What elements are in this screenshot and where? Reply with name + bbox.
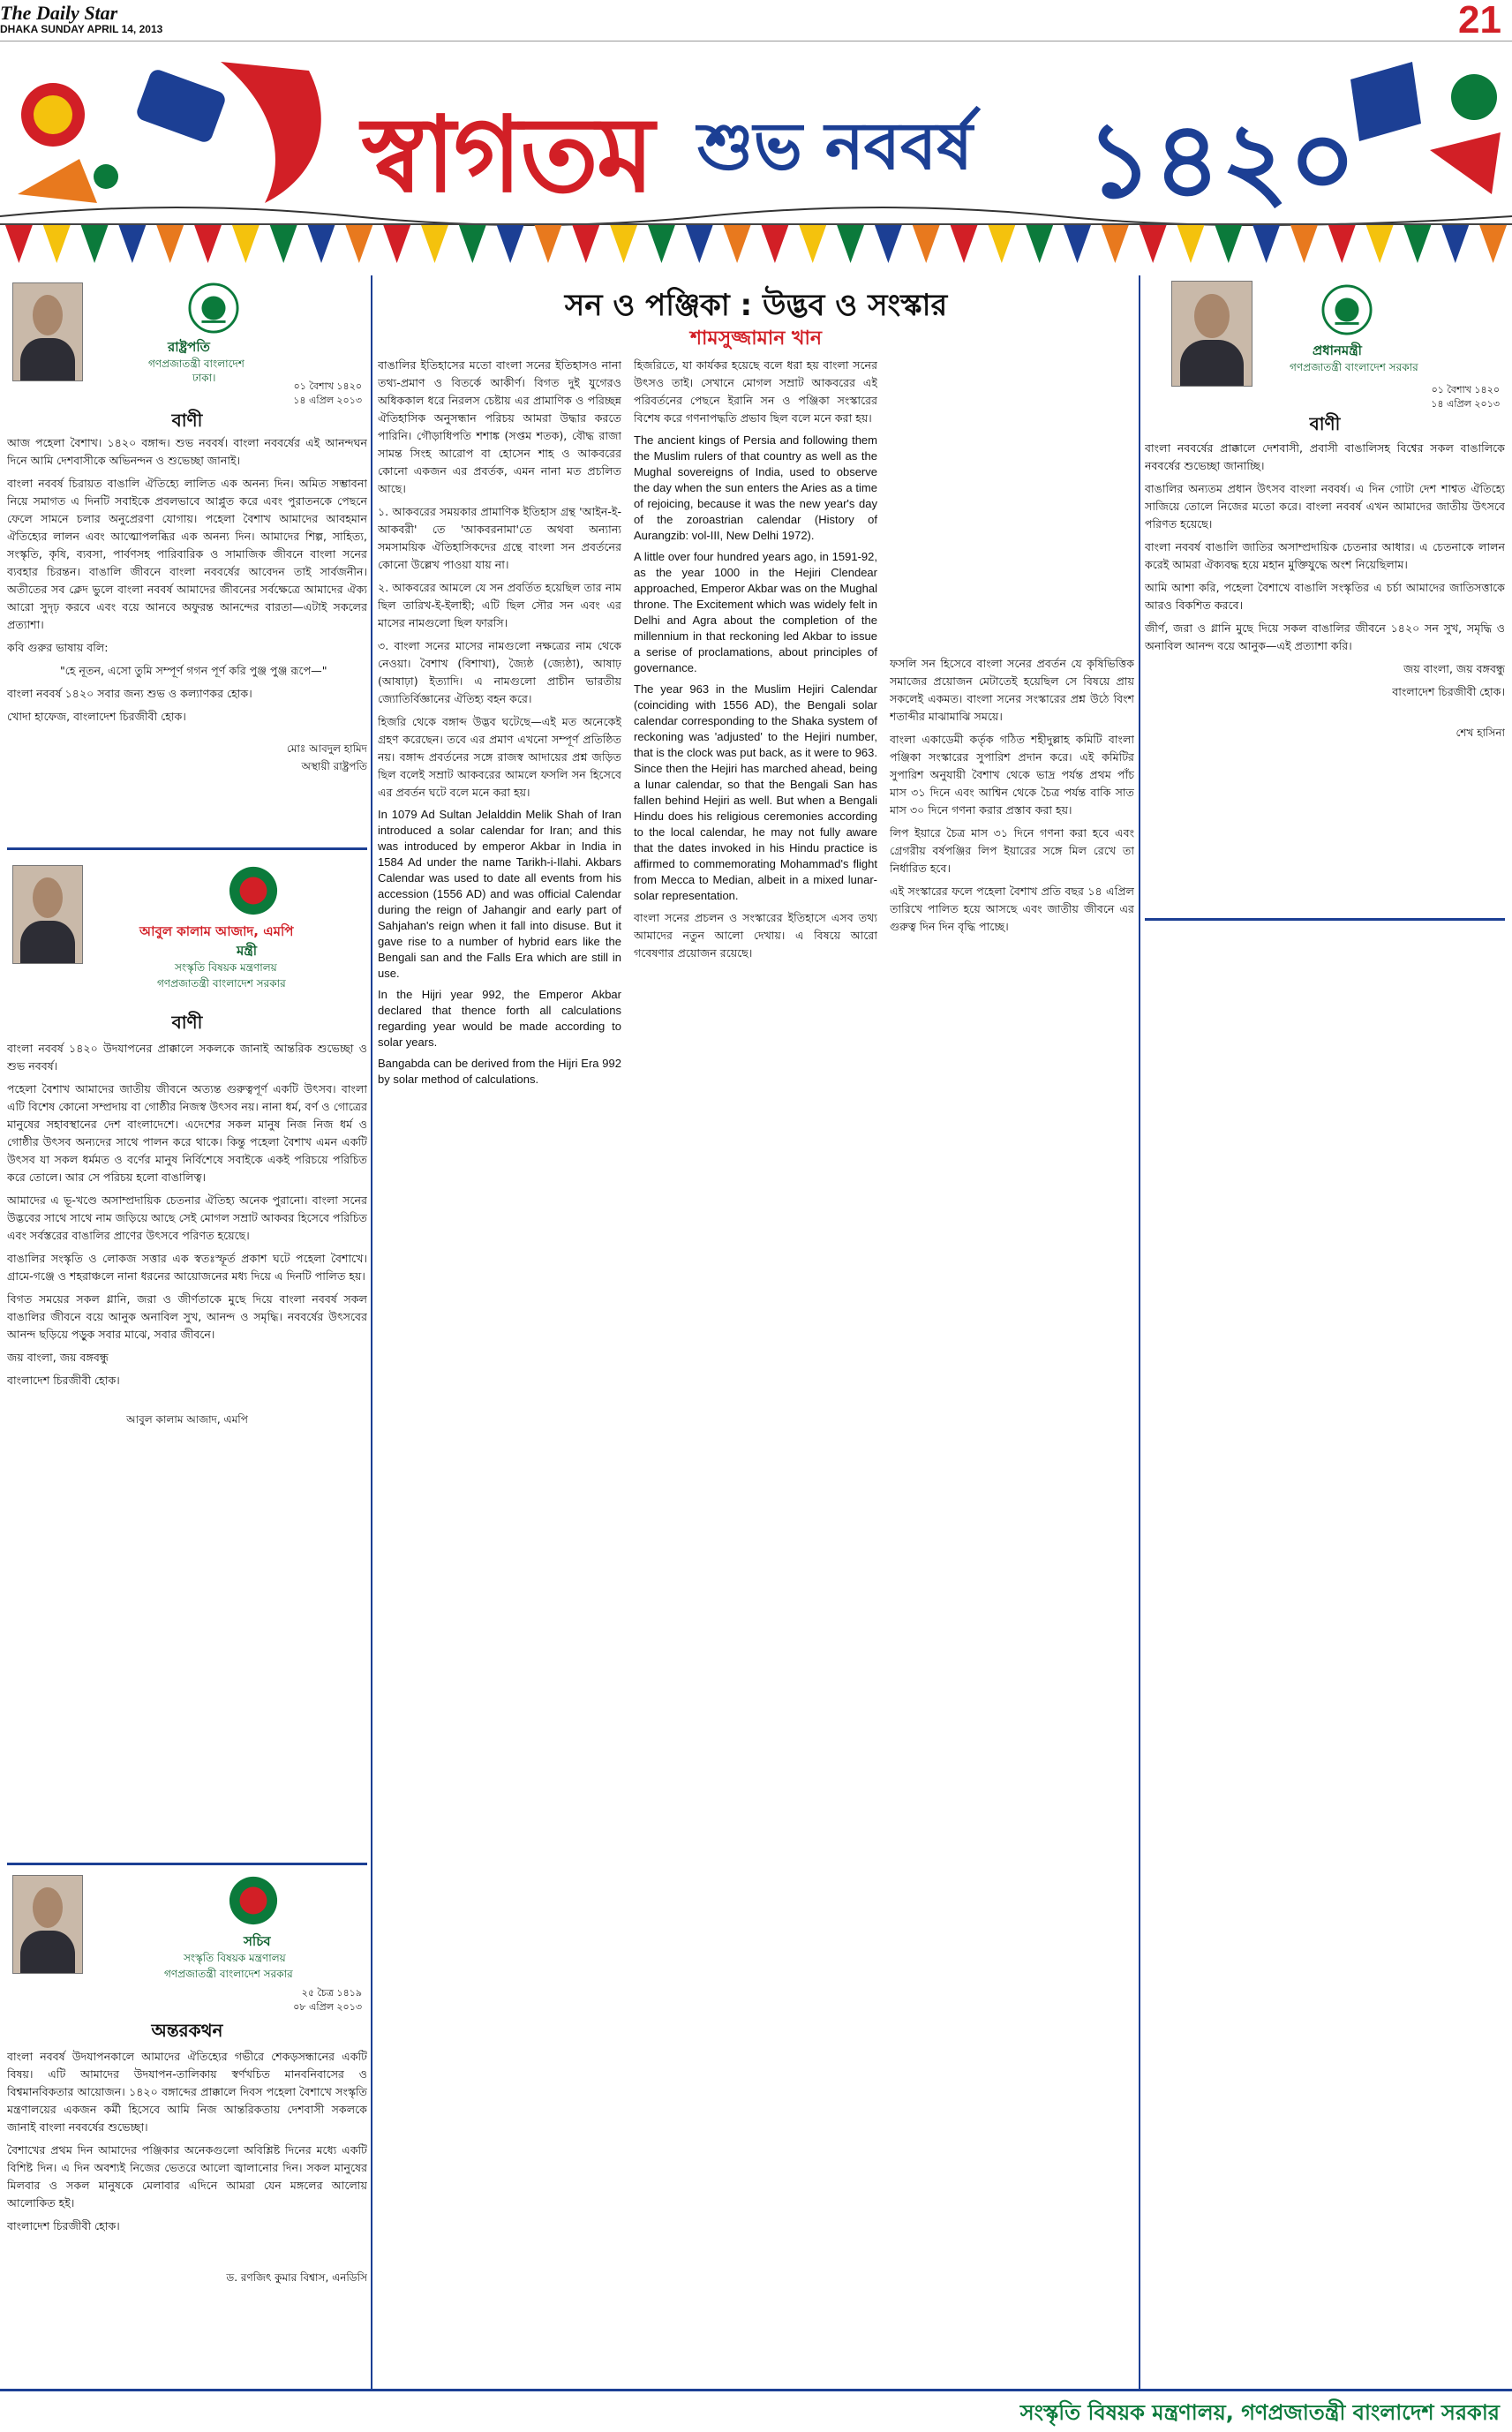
- article: [378, 275, 1134, 2389]
- prime-minister-para: আমি আশা করি, পহেলা বৈশাখে বাঙালি সংস্কৃতির এ চর্চা আমাদের জাতিসত্তাকে আরও বিকশিত করবে।: [1145, 581, 1505, 612]
- secretary-message: [7, 2048, 367, 2288]
- minister-para: আমাদের এ ভূ-খণ্ডে অসাম্প্রদায়িক চেতনার ঐতিহ্য অনেক পুরানো। বাংলা সনের উদ্ভবের সাথে সাথে নাম জড়িয়ে আছে সেই মোগল সম্রাট আকবর হিসেবে পরিচিত এবং সর্বস্তরের বাঙালির প্রাণের উৎসবে পরিণত হয়েছে।: [7, 1193, 367, 1242]
- president-para: বাংলা নববর্ষ চিরায়ত বাঙালি ঐতিহ্যে লালিত এক অনন্য দিন। অমিত সম্ভাবনা নিয়ে সমাগত এ দিনটি সবাইকে প্রবলভাবে আপ্লুত করে এবং পুরাতনকে পেছনে ফেলে সামনে চলার অনুপ্রেরণা যোগায়। পহেলা বৈশাখ আমাদের আবহমান ঐতিহ্যের লালন এবং আত্মোপলব্ধির এক অনন্য দিন। আমাদের শিল্প, সাহিত্য, সংস্কৃতি, কৃষি, ব্যবসা, পার্বণসহ পারিবারিক ও সামাজিক জীবনে বাংলা সনের ব্যবহার চিরন্তন। বাঙালি জীবনে বাংলা নববর্ষের আবেদন তাই সার্বজনীন। অতীতের সব ক্লেদ ভুলে বাংলা নববর্ষ আমাদের জীবনের সর্বক্ষেত্রে আমাদের ঐক্য আরো সুদৃঢ় করবে এবং বয়ে আনবে অফুরন্ত আনন্দের বারতা—এটাই সকলের প্রত্যাশা।: [7, 477, 367, 631]
- president-org: গণপ্রজাতন্ত্রী বাংলাদেশ: [148, 358, 244, 370]
- prime-minister-para: জয় বাংলা, জয় বঙ্গবন্ধু: [1403, 662, 1505, 675]
- bunting-flag-icon: [1177, 225, 1205, 263]
- secretary-date-en: ০৮ এপ্রিল ২০১৩: [293, 2001, 362, 2013]
- bunting-flag-icon: [232, 225, 260, 263]
- right-column: [1145, 275, 1505, 2389]
- article-column-3: [890, 655, 1134, 2389]
- secretary-ministry: সংস্কৃতি বিষয়ক মন্ত্রণালয়: [184, 1952, 286, 1964]
- bunting-flags-icon: [0, 221, 1512, 269]
- article-title: সন ও পঞ্জিকা : উদ্ভব ও সংস্কার: [564, 288, 948, 323]
- bunting-flag-icon: [724, 225, 751, 263]
- secretary-signature: ড. রণজিৎ কুমার বিশ্বাস, এনডিসি: [226, 2271, 367, 2284]
- bunting-flag-icon: [1366, 225, 1394, 263]
- secretary-title: সচিব: [244, 1933, 271, 1949]
- article-column-1: [378, 357, 621, 2389]
- left-column: [7, 275, 367, 2389]
- bunting-flag-icon: [1290, 225, 1318, 263]
- bunting-flag-icon: [270, 225, 297, 263]
- president-para: বাংলা নববর্ষ ১৪২০ সবার জন্য শুভ ও কল্যাণকর হোক।: [7, 687, 252, 700]
- bunting-flag-icon: [610, 225, 637, 263]
- president-portrait: [12, 282, 83, 381]
- article-para: বাংলা সনের প্রচলন ও সংস্কারের ইতিহাসে এসব তথ্য আমাদের নতুন আলো দেখায়। এ বিষয়ে আরো গবেষণার প্রয়োজন রয়েছে।: [634, 911, 877, 960]
- bunting-flag-icon: [1328, 225, 1356, 263]
- article-author: শামসুজ্জামান খান: [690, 328, 822, 350]
- bunting-flag-icon: [383, 225, 410, 263]
- bunting-flag-icon: [497, 225, 524, 263]
- bunting-flag-icon: [156, 225, 184, 263]
- bunting-flag-icon: [875, 225, 902, 263]
- minister-para: পহেলা বৈশাখ আমাদের জাতীয় জীবনে অত্যন্ত গুরুত্বপূর্ণ একটি উৎসব। বাংলা এটি বিশেষ কোনো সম্প্রদায় বা গোষ্ঠীর নিজস্ব উৎসব নয়। নানা ধর্ম, বর্ণ ও গোত্রের মানুষের সহাবস্থানের দেশ বাংলাদেশে। এদেশের সকল মানুষ নিজ নিজ ধর্ম ও গোষ্ঠীর উৎসব অন্যদের সাথে পালন করে থাকে। কিন্তু পহেলা বৈশাখ এমন একটি উৎসব যা সকল ধর্মমত ও বর্ণের মানুষ নির্বিশেষে সবাইকে একই পরিচয়ে পরিচিত করে তোলে। আর সে পরিচয় হলো বাঙালিত্ব।: [7, 1082, 367, 1184]
- prime-minister-para: বাংলা নববর্ষের প্রাক্কালে দেশবাসী, প্রবাসী বাঙালিসহ বিশ্বের সকল বাঙালিকে নববর্ষের শুভেচ্ছা জানাচ্ছি।: [1145, 441, 1505, 472]
- bunting-flag-icon: [686, 225, 713, 263]
- minister-name: আবুল কালাম আজাদ, এমপি: [139, 923, 294, 939]
- article-para: বাঙালির ইতিহাসের মতো বাংলা সনের ইতিহাসও নানা তথ্য-প্রমাণ ও বিতর্কে আকীর্ণ। বিগত দুই যুগেরও অধিককাল ধরে নিরলস চেষ্টায় এর প্রামাণিক ও পরিচ্ছন্ন ঐতিহাসিক অনুসন্ধান পরিচয় আমরা উদ্ধার করতে পারিনি। গৌড়াধিপতি শশাঙ্ক (সপ্তম শতক), বৌদ্ধ রাজা সামন্ত সিংহ আরোপ বা হোসেন শাহ ও আকবরের কোনো একজন এর প্রবর্তক, এমন নানা মত প্রচলিত আছে।: [378, 358, 621, 495]
- new-year-banner: [0, 44, 1512, 275]
- secretary-org: গণপ্রজাতন্ত্রী বাংলাদেশ সরকার: [164, 1968, 293, 1980]
- minister-portrait: [12, 865, 83, 964]
- bunting-flag-icon: [1064, 225, 1091, 263]
- president-para: খোদা হাফেজ, বাংলাদেশ চিরজীবী হোক।: [7, 710, 186, 723]
- masthead-title: The Daily Star: [0, 2, 118, 24]
- president-message: [7, 434, 367, 777]
- bunting-flag-icon: [799, 225, 826, 263]
- prime-minister-date-bn: ০১ বৈশাখ ১৪২০: [1431, 384, 1500, 395]
- minister-para: জয় বাংলা, জয় বঙ্গবন্ধু: [7, 1351, 109, 1364]
- minister-para: বিগত সময়ের সকল গ্লানি, জরা ও জীর্ণতাকে মুছে দিয়ে বাংলা নববর্ষ সকল বাঙালির জীবনে বয়ে আনুক অনাবিল সুখ, আনন্দ ও সমৃদ্ধি। নববর্ষের উৎসবের আনন্দ ছড়িয়ে পড়ুক সবার মাঝে, সবার জীবনে।: [7, 1292, 367, 1341]
- bunting-flag-icon: [988, 225, 1015, 263]
- president-date-bn: ০১ বৈশাখ ১৪২০: [293, 380, 362, 392]
- secretary-date-bn: ২৫ চৈত্র ১৪১৯: [301, 1987, 362, 1999]
- secretary-para: বাংলাদেশ চিরজীবী হোক।: [7, 2219, 120, 2232]
- minister-para: বাঙালির সংস্কৃতি ও লোকজ সত্তার এক স্বতঃস্ফূর্ত প্রকাশ ঘটে পহেলা বৈশাখে। গ্রামে-গঞ্জে ও শহরাঞ্চলে নানা ধরনের আয়োজনের মধ্য দিয়ে এ দিনটি পালিত হয়।: [7, 1252, 367, 1283]
- secretary-portrait: [12, 1875, 83, 1974]
- article-para: ১. আকবরের সময়কার প্রামাণিক ইতিহাস গ্রন্থ 'আইন-ই-আকবরী' তে 'আকবরনামা'তে অথবা অন্যান্য সমসাময়িক ঐতিহাসিকদের গ্রন্থে বাংলা সন প্রবর্তনের কোনো উল্লেখ পাওয়া যায় না।: [378, 505, 621, 571]
- prime-minister-message: [1145, 440, 1505, 743]
- bunting-flag-icon: [1441, 225, 1469, 263]
- article-para: এই সংস্কারের ফলে পহেলা বৈশাখ প্রতি বছর ১৪ এপ্রিল তারিখে পালিত হয়ে আসছে এবং জাতীয় জীবনে এর গুরুত্ব দিন দিন বৃদ্ধি পাচ্ছে।: [890, 885, 1134, 933]
- secretary-para: বৈশাখের প্রথম দিন আমাদের পঞ্জিকার অনেকগুলো অবিশ্লিষ্ট দিনের মধ্যে একটি বিশিষ্ট দিন। এ দিন অবশ্যই নিজের ভেতরে আলো জ্বালানোর দিন। সকল মানুষের মিলবার ও সকল মানুষকে মেলাবার এদিনে আমরা যেন মঙ্গলের আলোয় আলোকিত হই।: [7, 2143, 367, 2210]
- minister-message: [7, 1040, 367, 1430]
- prime-minister-para: বাঙালির অন্যতম প্রধান উৎসব বাংলা নববর্ষ। এ দিন গোটা দেশ শাশ্বত ঐতিহ্যে সাজিয়ে তোলে নিজের মতো করে। বাংলা নববর্ষ এখন আমাদের জাতীয় উৎসবে পরিণত হয়েছে।: [1145, 482, 1505, 531]
- govt-emblem-icon: [228, 1875, 279, 1926]
- column-rule: [371, 275, 372, 2389]
- minister-org: গণপ্রজাতন্ত্রী বাংলাদেশ সরকার: [157, 977, 286, 990]
- article-para: In 1079 Ad Sultan Jelalddin Melik Shah of Iran introduced a solar calendar for Iran; and this was introduced by emperor Akbar in India in 1584 Ad under the name Tarikh-i-Ilahi. Akbars Calendar was used to date all events from his accession (1556 AD) and was official Calendar during the reign of Jahangir and early part of Sahjahan's reign when it fall into disuse. But it gave rise to a number of hybrid ears like the Bengali san and the Falls Era which are still in use.: [378, 808, 621, 980]
- section-divider: [1145, 918, 1505, 921]
- bunting-flag-icon: [648, 225, 675, 263]
- banner-title: স্বাগতম: [362, 93, 653, 215]
- secretary-para: বাংলা নববর্ষ উদযাপনকালে আমাদের ঐতিহ্যের গভীরে শেকড়সন্ধানের একটি বিষয়। এটি আমাদের উদযাপন-তালিকায় স্বর্ণখচিত মানবনিবাসের ও বিশ্বমানবিকতার আয়োজন। ১৪২০ বঙ্গাব্দের প্রাক্কালে দিবস পহেলা বৈশাখে সংস্কৃতি মন্ত্রণালয়ের একজন কর্মী হিসেবে আমি নিজ আন্তরিকতায় দেশবাসী সকলকে জানাই বাংলা নববর্ষের শুভেচ্ছা।: [7, 2050, 367, 2134]
- president-heading: বাণী: [171, 410, 203, 431]
- bunting-flag-icon: [43, 225, 71, 263]
- article-para: The year 963 in the Muslim Hejiri Calendar (coinciding with 1556 AD), the Bengali solar calendar corresponding to the Shaka system of reckoning was 'adjusted' to the Hejiri number, that is the clock was put back, as it were to 963. Since then the Hejiri has marched ahead, being a lunar calendar, so that the Bengali San has fallen behind Hejiri as well. But when a Bengali Hindu does his religious ceremonies according to the local calendar, he may not fully aware that the dates invoked in his Hindu practice is affirmed to commemorating Mohammad's flight from Mecca to Median, albeit in a mixed lunar-solar representation.: [634, 682, 877, 902]
- prime-minister-para: বাংলা নববর্ষ বাঙালি জাতির অসাম্প্রদায়িক চেতনার আধার। এ চেতনাকে লালন করেই আমরা ঐক্যবদ্ধ হয়ে মহান মুক্তিযুদ্ধে অংশ নিয়েছিলাম।: [1145, 540, 1505, 571]
- prime-minister-para: জীর্ণ, জরা ও গ্লানি মুছে দিয়ে সকল বাঙালির জীবনে ১৪২০ সন সুখ, সমৃদ্ধি ও অনাবিল আনন্দ বয়ে আনুক—এই প্রত্যাশা করি।: [1145, 621, 1505, 652]
- minister-para: বাংলাদেশ চিরজীবী হোক।: [7, 1374, 120, 1387]
- prime-minister-signature: শেখ হাসিনা: [1456, 727, 1505, 739]
- president-date-en: ১৪ এপ্রিল ২০১৩: [293, 395, 362, 406]
- prime-minister-portrait: [1171, 281, 1252, 387]
- secretary-heading: অন্তরকথন: [151, 2020, 223, 2041]
- president-signature-name: মোঃ আবদুল হামিদ: [286, 742, 367, 755]
- minister-para: বাংলা নববর্ষ ১৪২০ উদযাপনের প্রাক্কালে সকলকে জানাই আন্তরিক শুভেচ্ছা ও শুভ নববর্ষ।: [7, 1042, 367, 1073]
- article-para: বাংলা একাডেমী কর্তৃক গঠিত শহীদুল্লাহ কমিটি বাংলা পঞ্জিকা সংস্কারের সুপারিশ প্রদান করে। এই কমিটির সুপারিশ অনুযায়ী বৈশাখ থেকে ভাদ্র পর্যন্ত প্রথম পাঁচ মাস ৩১ দিনে এবং আশ্বিন থেকে চৈত্র পর্যন্ত বাকি সাত মাস ৩০ দিনে গণনা করার প্রস্তাব করা হয়।: [890, 733, 1134, 817]
- bunting-flag-icon: [345, 225, 372, 263]
- dateline: DHAKA SUNDAY APRIL 14, 2013: [0, 23, 163, 35]
- article-para: ফসলি সন হিসেবে বাংলা সনের প্রবর্তন যে কৃষিভিত্তিক সমাজের প্রয়োজন মেটাতেই হয়েছিল সে বিষয়ে প্রায় সকলেই একমত। বাংলা সনের সংস্কারের প্রশ্ন উঠে বিংশ শতাব্দীর মাঝামাঝি সময়ে।: [890, 657, 1134, 723]
- bunting-flag-icon: [762, 225, 789, 263]
- prime-minister-date-en: ১৪ এপ্রিল ২০১৩: [1431, 398, 1500, 410]
- article-para: Bangabda can be derived from the Hijri Era 992 by solar method of calculations.: [378, 1057, 621, 1086]
- bunting-flag-icon: [1252, 225, 1280, 263]
- banner-year: ১৪২০: [1086, 98, 1357, 221]
- page-footer: [0, 2389, 1512, 2428]
- president-signature-title: অস্থায়ী রাষ্ট্রপতি: [301, 760, 367, 772]
- bunting-flag-icon: [535, 225, 562, 263]
- govt-emblem-icon: [228, 865, 279, 916]
- bunting-flag-icon: [1140, 225, 1167, 263]
- bunting-flag-icon: [1215, 225, 1242, 263]
- bunting-flag-icon: [308, 225, 335, 263]
- article-para: লিপ ইয়ারে চৈত্র মাস ৩১ দিনে গণনা করা হবে এবং গ্রেগরীয় বর্ষপঞ্জির লিপ ইয়ারের সঙ্গে মিল রেখে তা নির্ধারিত হবে।: [890, 826, 1134, 875]
- bunting-flag-icon: [118, 225, 146, 263]
- prime-minister-org: গণপ্রজাতন্ত্রী বাংলাদেশ সরকার: [1290, 361, 1418, 373]
- president-para: আজ পহেলা বৈশাখ। ১৪২০ বঙ্গাব্দ। শুভ নববর্ষ। বাংলা নববর্ষের এই আনন্দঘন দিনে আমি দেশবাসীকে অভিনন্দন ও শুভেচ্ছা জানাই।: [7, 436, 367, 467]
- bunting-flag-icon: [81, 225, 109, 263]
- president-para: কবি গুরুর ভাষায় বলি:: [7, 641, 109, 654]
- bunting-flag-icon: [1102, 225, 1129, 263]
- footer-text: সংস্কৃতি বিষয়ক মন্ত্রণালয়, গণপ্রজাতন্ত্রী বাংলাদেশ সরকার: [1019, 2400, 1500, 2425]
- minister-title: মন্ত্রী: [237, 943, 258, 959]
- prime-minister-heading: বাণী: [1309, 413, 1341, 434]
- banner-subtitle: শুভ নববর্ষ: [697, 109, 973, 184]
- article-para: A little over four hundred years ago, in 1591-92, as the year 1000 in the Hejiri Clendear approached, Emperor Akbar was on the Mughal throne. The Excitement which was widely felt in Delhi and Agra about the completion of the millennium in that reckoning led Akbar to issue a serise of proclamations, about principles of governance.: [634, 550, 877, 674]
- bunting-flag-icon: [1404, 225, 1432, 263]
- section-divider: [7, 1863, 367, 1865]
- article-column-2: [634, 357, 877, 2389]
- article-para: হিজরি থেকে বঙ্গাব্দ উদ্ভব ঘটেছে—এই মত অনেকেই গ্রহণ করেছেন। তবে এর প্রমাণ এখনো সম্পূর্ণ প্রতিষ্ঠিত নয়। বঙ্গাব্দ প্রবর্তনের সঙ্গে রাজস্ব আদায়ের প্রশ্ন জড়িত ছিল বলেই সম্রাট আকবরের আমলে ফসলি সন হিসেবে এর প্রবর্তন ঘটে বলে মনে করা হয়।: [378, 715, 621, 799]
- page-number: 21: [1458, 0, 1501, 41]
- bunting-flag-icon: [5, 225, 33, 263]
- bunting-flag-icon: [913, 225, 940, 263]
- govt-emblem-icon: [188, 282, 239, 334]
- bunting-flag-icon: [1479, 225, 1507, 263]
- bunting-flag-icon: [951, 225, 978, 263]
- prime-minister-label: প্রধানমন্ত্রী: [1313, 343, 1362, 358]
- section-divider: [7, 847, 367, 850]
- govt-emblem-icon: [1321, 284, 1373, 335]
- masthead-bar: [0, 0, 1512, 41]
- article-para: ৩. বাংলা সনের মাসের নামগুলো নক্ষত্রের নাম থেকে নেওয়া। বৈশাখ (বিশাখা), জ্যৈষ্ঠ (জ্যেষ্ঠা), আষাঢ় (আষাঢ়া) ইত্যাদি। এ নামগুলো প্রাচীন ভারতীয় জ্যোতির্বিজ্ঞানের ঐতিহ্য বহন করে।: [378, 639, 621, 705]
- prime-minister-para: বাংলাদেশ চিরজীবী হোক।: [1392, 685, 1505, 698]
- column-rule: [1139, 275, 1140, 2389]
- bunting-flag-icon: [572, 225, 599, 263]
- bunting-flag-icon: [837, 225, 864, 263]
- president-label: রাষ্ট্রপতি: [168, 339, 210, 355]
- minister-heading: বাণী: [171, 1012, 203, 1033]
- president-para: "হে নূতন, এসো তুমি সম্পূর্ণ গগন পূর্ণ করি পুঞ্জ পুঞ্জ রূপে—": [60, 664, 327, 677]
- article-para: In the Hijri year 992, the Emperor Akbar declared that thence forth all calculations regarding year would be made according to solar years.: [378, 988, 621, 1049]
- bunting-flag-icon: [194, 225, 222, 263]
- article-para: The ancient kings of Persia and following them the Muslim rulers of that country as well as the Mughal sovereigns of India, used to observe the day when the sun enters the Aries as a time of rejoicing, because it was the new year's day of the zoroastrian calendar (History of Aurangzib: vol-III, New Delhi 1972).: [634, 433, 877, 542]
- president-place: ঢাকা।: [192, 372, 216, 384]
- article-para: ২. আকবরের আমলে যে সন প্রবর্তিত হয়েছিল তার নাম ছিল তারিখ-ই-ইলাহী; এটি ছিল সৌর সন এবং এর মাসের নামগুলো ছিল ফারসি।: [378, 581, 621, 629]
- article-para: হিজরিতে, যা কার্যকর হয়েছে বলে ধরা হয় বাংলা সনের উৎসও তাই। সেখানে মোগল সম্রাট আকবরের এই পরিবর্তনের পেছনে ইরানি সন ও পঞ্জিকা সংস্কারের বিশেষ করে গণনাপদ্ধতি প্রভাব ছিল বলে মনে করা হয়।: [634, 358, 877, 425]
- bunting-flag-icon: [1026, 225, 1053, 263]
- minister-signature: আবুল কালাম আজাদ, এমপি: [126, 1413, 248, 1426]
- bunting-flag-icon: [459, 225, 486, 263]
- minister-ministry: সংস্কৃতি বিষয়ক মন্ত্রণালয়: [175, 961, 277, 974]
- bunting-flag-icon: [421, 225, 448, 263]
